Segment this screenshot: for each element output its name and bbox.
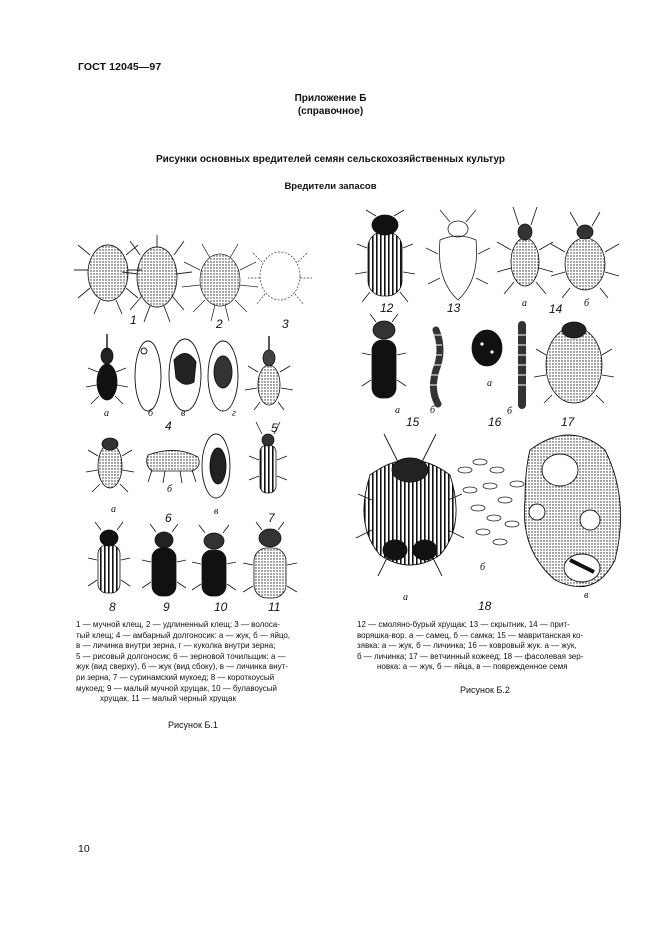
label-7: 7 bbox=[268, 511, 275, 525]
caption-line: мукоед; 9 — малый мучной хрущак, 10 — булавоусый bbox=[76, 683, 277, 693]
label-4g: г bbox=[232, 408, 236, 419]
appendix-title: Приложение Б bbox=[294, 93, 367, 104]
caption-line: тый клещ; 4 — амбарный долгоносик: а — жук, б — яйцо, bbox=[76, 630, 291, 640]
mealworm-beetle bbox=[355, 210, 415, 302]
flat-grain-beetle bbox=[88, 522, 130, 593]
label-18a: а bbox=[403, 592, 408, 603]
label-14: 14 bbox=[549, 302, 563, 316]
cadelle-larva bbox=[430, 330, 442, 404]
standard-header: ГОСТ 12045—97 bbox=[78, 61, 162, 73]
label-18: 18 bbox=[478, 599, 492, 613]
label-6b: б bbox=[167, 484, 173, 495]
caption-line: хрущак, 11 — малый черный хрущак bbox=[100, 694, 236, 704]
caption-line: зявка: а — жук, б — личинка; 16 — ковровый жук. а — жук, bbox=[357, 641, 577, 651]
spider-beetle-male bbox=[497, 207, 553, 294]
label-16: 16 bbox=[488, 415, 502, 429]
figure1-caption bbox=[76, 620, 315, 705]
label-3: 3 bbox=[282, 317, 289, 331]
carpet-beetle-larva bbox=[517, 325, 527, 405]
mite-1 bbox=[74, 245, 142, 314]
caption-line: в — личинка внутри зерна, г — куколка внутри зерна; bbox=[76, 641, 276, 651]
label-15: 15 bbox=[406, 415, 420, 429]
label-14a: а bbox=[522, 298, 527, 309]
label-16a: а bbox=[487, 378, 492, 389]
caption-line: 12 — смоляно-бурый хрущак; 13 — скрытник, 14 — прит- bbox=[357, 620, 570, 629]
figure2-label: Рисунок Б.2 bbox=[460, 685, 510, 695]
label-15a: а bbox=[395, 405, 400, 416]
label-6: 6 bbox=[165, 511, 172, 525]
caption-line: ри зерна, 7 — суринамский мукоед; 8 — короткоусый bbox=[76, 672, 275, 682]
confused-flour-beetle bbox=[142, 524, 186, 596]
bean-weevil-eggs bbox=[458, 459, 524, 545]
rice-weevil bbox=[245, 336, 293, 410]
granary-weevil bbox=[86, 334, 128, 404]
carpet-beetle bbox=[472, 330, 502, 366]
label-4: 4 bbox=[165, 419, 172, 433]
label-11: 11 bbox=[268, 600, 281, 614]
saw-toothed-beetle bbox=[249, 422, 287, 493]
damaged-seed bbox=[524, 435, 620, 587]
appendix-note: (справочное) bbox=[297, 106, 364, 117]
grain-borer-top bbox=[86, 438, 134, 492]
cadelle-beetle bbox=[362, 314, 406, 398]
grain-egg bbox=[135, 341, 161, 411]
label-4a: а bbox=[104, 408, 109, 419]
label-16b: б bbox=[507, 406, 513, 417]
grain-pupa bbox=[208, 341, 238, 411]
caption-line: жук (вид сверху), б — жук (вид сбоку), в — личинка внут- bbox=[76, 662, 288, 672]
caption-line: 5 — рисовый долгоносик; 6 — зерновой точильщик: а — bbox=[76, 651, 286, 661]
bean-weevil bbox=[356, 434, 464, 576]
figure2-caption bbox=[357, 620, 612, 673]
figure1-label: Рисунок Б.1 bbox=[168, 720, 218, 730]
label-9: 9 bbox=[163, 600, 170, 614]
label-14b: б bbox=[584, 298, 590, 309]
section-subtitle: Вредители запасов bbox=[284, 181, 377, 192]
mite-2 bbox=[122, 235, 192, 322]
caption-line: новка: а — жук, б — яйца, в — поврежденное семя bbox=[377, 662, 568, 672]
grain-borer-side bbox=[147, 450, 199, 483]
label-8: 8 bbox=[109, 600, 116, 614]
hidden-beetle bbox=[426, 210, 490, 300]
lesser-black-beetle bbox=[243, 522, 297, 598]
grain-larva bbox=[169, 339, 201, 411]
caption-line: 1 — мучной клещ, 2 — удлиненный клещ; 3 — волоса- bbox=[76, 620, 280, 629]
borer-larva-grain bbox=[202, 434, 230, 498]
label-12: 12 bbox=[380, 301, 394, 315]
label-10: 10 bbox=[214, 600, 228, 614]
label-6a: а bbox=[111, 504, 116, 515]
label-13: 13 bbox=[447, 301, 461, 315]
label-18v: в bbox=[584, 590, 589, 601]
label-4b: б bbox=[148, 408, 154, 419]
mite-4 bbox=[248, 252, 312, 304]
label-2: 2 bbox=[216, 317, 223, 331]
spider-beetle-female bbox=[551, 212, 619, 298]
label-15b: б bbox=[430, 405, 436, 416]
ham-beetle bbox=[534, 322, 614, 403]
label-18b: б bbox=[480, 562, 486, 573]
page-title: Рисунки основных вредителей семян сельскохозяйственных культур bbox=[155, 154, 506, 165]
mite-3 bbox=[182, 244, 258, 321]
label-5: 5 bbox=[271, 421, 278, 435]
label-6v: в bbox=[214, 506, 219, 517]
caption-line: б — личинка; 17 — ветчинный кожеед; 18 — фасолевая зер- bbox=[357, 651, 584, 661]
page-number: 10 bbox=[78, 843, 90, 855]
label-1: 1 bbox=[130, 313, 137, 327]
caption-line: воряшка-вор. а — самец, б — самка; 15 — мавританская ко- bbox=[357, 630, 584, 640]
broad-horned-beetle bbox=[192, 525, 236, 596]
label-17: 17 bbox=[561, 415, 575, 429]
label-4v: в bbox=[181, 408, 186, 419]
